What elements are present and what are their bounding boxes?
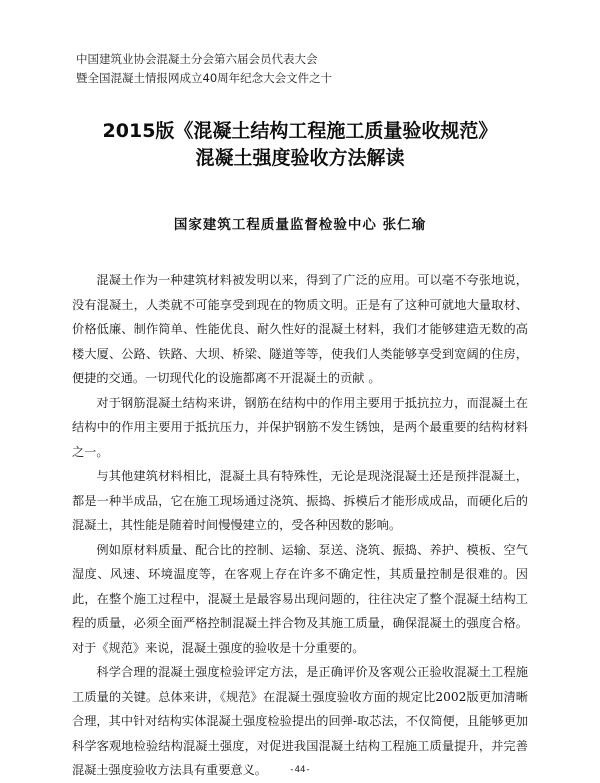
paragraph: 混凝土作为一种建筑材料被发明以来，得到了广泛的应用。可以毫不夸张地说，没有混凝土，人类就不可能享受到现在的物质文明。正是有了这种可就地大量取材、价格低廉、制作简单、性能优良、耐久性好的混凝土材料，我们才能够建造无数的高楼大厦、公路、铁路、大坝、桥梁、隧道等等，使我们人类能够享受到宽阔的住房，便捷的交通。一切现代化的设施都离不开混凝土的贡献 。 bbox=[72, 273, 528, 385]
title-line-2: 混凝土强度验收方法解读 bbox=[195, 147, 405, 169]
page-number: -44- bbox=[289, 765, 311, 775]
paragraph: 与其他建筑材料相比，混凝土具有特殊性，无论是现浇混凝土还是预拌混凝土，都是一种半成品，它在施工现场通过浇筑、振捣、拆模后才能形成成品，而硬化后的混凝土，其性能是随着时间慢慢建立的，受各种因数的影响。 bbox=[72, 469, 528, 532]
paragraph: 对于钢筋混凝土结构来讲，钢筋在结构中的作用主要用于抵抗拉力，而混凝土在结构中的作用主要用于抵抗压力，并保护钢筋不发生锈蚀，是两个最重要的结构材料之一。 bbox=[72, 395, 528, 459]
conference-header bbox=[76, 50, 556, 88]
title-line-1: 2015版《混凝土结构工程施工质量验收规范》 bbox=[102, 120, 498, 142]
author-line: 国家建筑工程质量监督检验中心 张仁瑜 bbox=[173, 217, 427, 233]
header-line-1: 中国建筑业协会混凝土分会第六届会员代表大会 bbox=[76, 52, 318, 66]
paragraph: 例如原材料质量、配合比的控制、运输、泵送、浇筑、振捣、养护、模板、空气湿度、风速、环境温度等，在客观上存在许多不确定性，其质量控制是很难的。因此，在整个施工过程中，混凝土是最容易出现问题的，往往决定了整个混凝土结构工程的质量，必须全面严格控制混凝土拌合物及其施工质量，确保混凝土的强度合格。对于《规范》来说，混凝土强度的验收是十分重要的。 bbox=[72, 542, 528, 655]
article-body bbox=[72, 268, 528, 783]
paragraph: 科学合理的混凝土强度检验评定方法，是正确评价及客观公正验收混凝土工程施工质量的关键。总体来讲，《规范》在混凝土强度验收方面的规定比2002版更加清晰合理，其中针对结构实体混凝土强度检验提出的回弹-取芯法，不仅简便，且能够更加科学客观地检验结构混凝土强度，对促进我国混凝土结构工程施工质量提升，并完善混凝土强度验收方法具有重要意义。 bbox=[72, 665, 528, 777]
header-line-2: 暨全国混凝土情报网成立40周年纪念大会文件之十 bbox=[76, 71, 333, 85]
article-title bbox=[40, 118, 560, 172]
